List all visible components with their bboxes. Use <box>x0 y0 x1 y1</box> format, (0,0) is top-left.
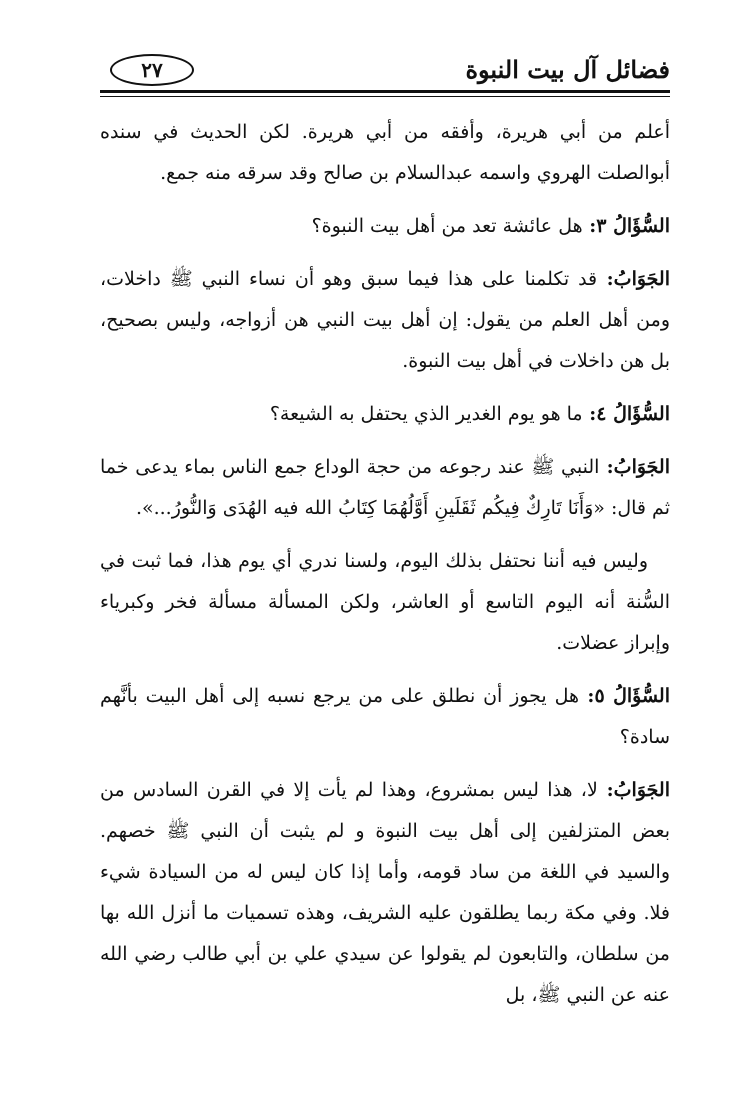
question-text: هل عائشة تعد من أهل بيت النبوة؟ <box>311 215 583 237</box>
question-label: السُّؤَالُ ٣: <box>582 215 670 237</box>
question-4 <box>100 394 670 435</box>
answer-5 <box>100 770 670 1016</box>
page-header <box>100 50 670 94</box>
paragraph-text: وليس فيه أننا نحتفل بذلك اليوم، ولسنا ندري أي يوم هذا، فما ثبت في السُّنة أنه اليوم التاسع أو العاشر، ولكن المسألة مسألة فخر وكبرياء وإبراز عضلات. <box>100 550 670 654</box>
question-text: هل يجوز أن نطلق على من يرجع نسبه إلى أهل البيت بأنَّهم سادة؟ <box>100 685 670 748</box>
answer-label: الجَوَابُ: <box>597 779 670 801</box>
question-5 <box>100 676 670 758</box>
answer-4-continued <box>100 541 670 664</box>
answer-text: قد تكلمنا على هذا فيما سبق وهو أن نساء النبي ﷺ داخلات، ومن أهل العلم من يقول: إن أهل بيت النبي هن أزواجه، وليس بصحيح، بل هن داخلات في أهل بيت النبوة. <box>100 268 670 372</box>
question-label: السُّؤَالُ ٤: <box>582 403 670 425</box>
paragraph-text: أعلم من أبي هريرة، وأفقه من أبي هريرة. لكن الحديث في سنده أبوالصلت الهروي واسمه عبدالسلام بن صالح وقد سرقه منه جمع. <box>100 121 670 184</box>
question-3 <box>100 206 670 247</box>
answer-text: لا، هذا ليس بمشروع، وهذا لم يأت إلا في القرن السادس من بعض المتزلفين إلى أهل بيت النبوة و لم يثبت أن النبي ﷺ خصهم. والسيد في اللغة من ساد قومه، وأما إذا كان ليس له من السيادة شيء فلا. وفي مكة ربما يطلقون عليه الشريف، وهذه تسميات ما أنزل الله بها من سلطان، والتابعون لم يقولوا عن سيدي علي بن أبي طالب رضي الله عنه عن النبي ﷺ، بل <box>100 779 670 1006</box>
answer-4 <box>100 447 670 529</box>
answer-3 <box>100 259 670 382</box>
answer-text: النبي ﷺ عند رجوعه من حجة الوداع جمع الناس بماء يدعى خما ثم قال: «وَأَنَا تَارِكٌ فِيكُم ثَقَلَينِ أَوَّلُهُمَا كِتَابُ الله فيه الهُدَى وَالنُّورُ...». <box>100 456 670 519</box>
book-title: فضائل آل بيت النبوة <box>465 55 670 84</box>
answer-label: الجَوَابُ: <box>599 456 670 478</box>
page-body <box>100 112 670 1016</box>
header-rule <box>100 90 670 93</box>
paragraph-continuation <box>100 112 670 194</box>
answer-label: الجَوَابُ: <box>597 268 670 290</box>
header-rule-thin <box>100 96 670 97</box>
question-label: السُّؤَالُ ٥: <box>578 685 670 707</box>
question-text: ما هو يوم الغدير الذي يحتفل به الشيعة؟ <box>269 403 583 425</box>
page-number: ٢٧ <box>110 54 194 86</box>
